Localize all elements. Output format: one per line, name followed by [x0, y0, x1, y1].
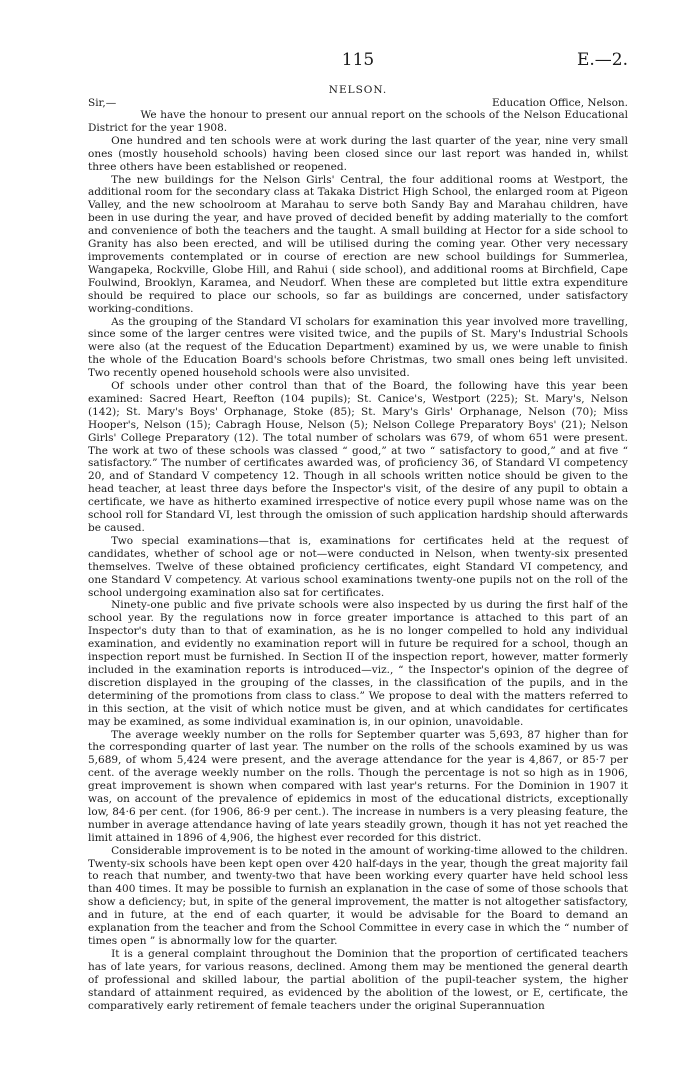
sender-address: Education Office, Nelson. [491, 97, 628, 109]
paragraph-working-time: Considerable improvement is to be noted in the amount of working-time allowed to the children. Twenty-six schools have been kept open over 420 half-days in the year, though the great majority fail to reach that number, and twenty-two that have been working every quarter have held school less than 400 times. It may be possible to furnish an explanation in the case of some of those schools that show a deficiency; but, in spite of the general improvement, the matter is not altogether satisfactory, and in future, at the end of each quarter, it would be advisable for the Board to demand an explanation from the teacher and from the School Committee in every case in which the “ number of times open ” is abnormally low for the quarter. [88, 844, 628, 947]
paragraph-opening: We have the honour to present our annual report on the schools of the Nelson Educational District for the year 1908. [88, 109, 628, 134]
salutation: Sir,— [88, 97, 117, 109]
report-body [88, 109, 628, 1012]
running-head [88, 50, 628, 72]
paragraph-other-schools: Of schools under other control than that of the Board, the following have this year been examined: Sacred Heart, Reefton (104 pupils); St. Canice's, Westport (225); St. Mary's, Nelson (142); St. Mary's Boys' Orphanage, Stoke (85); St. Mary's Girls' Orphanage, Nelson (70); Miss Hooper's, Nelson (15); Cabragh House, Nelson (5); Nelson College Preparatory Boys' (21); Nelson Girls' College Preparatory (12). The total number of scholars was 679, of whom 651 were present. The work at two of these schools was classed “ good,” at two “ satisfactory to good,” and at five “ satisfactory.” The number of certificates awarded was, of proficiency 36, of Standard VI competency 20, and of Standard V competency 12. Though in all schools written notice should be given to the head teacher, at least three days before the Inspector's visit, of the desire of any pupil to obtain a certificate, we have as hitherto examined irrespective of notice every pupil whose name was on the school roll for Standard VI, lest through the omission of such application hardship should afterwards be caused. [88, 380, 628, 534]
paragraph-special-examinations: Two special examinations—that is, examinations for certificates held at the request of candidates, whether of school age or not—were conducted in Nelson, when twenty-six presented themselves. Twelve of these obtained proficiency certificates, eight Standard VI competency, and one Standard V competency. At various school examinations twenty-one pupils not on the roll of the school undergoing examination also sat for certificates. [88, 534, 628, 599]
series-reference: E.—2. [576, 50, 628, 70]
section-title: NELSON. [328, 84, 388, 96]
paragraph-inspection: Ninety-one public and five private schools were also inspected by us during the first half of the school year. By the regulations now in force greater importance is attached to this part of an Inspector's duty than to that of examination, as he is no longer compelled to hold any individual examination, and evidently no examination report will in future be required for a school, though an inspection report must be furnished. In Section II of the inspection report, however, matter formerly included in the examination reports is introduced—viz., “ the Inspector's opinion of the degree of discretion displayed in the grouping of the classes, in the classification of the pupils, and in the determining of the promotions from class to class.” We propose to deal with the matters referred to in this section, at the visit of which notice must be given, and at which candidates for certificates may be examined, as some individual examination is, in our opinion, unavoidable. [88, 599, 628, 728]
paragraph-certificated-teachers: It is a general complaint throughout the Dominion that the proportion of certificated teachers has of late years, for various reasons, declined. Among them may be mentioned the general dearth of professional and skilled labour, the partial abolition of the pupil-teacher system, the higher standard of attainment required, as evidenced by the abolition of the lowest, or E, certificate, the comparatively early retirement of female teachers under the original Superannuation [88, 947, 628, 1012]
paragraph-standard-vi-grouping: As the grouping of the Standard VI scholars for examination this year involved more travelling, since some of the larger centres were visited twice, and the pupils of St. Mary's Industrial Schools were also (at the request of the Education Department) examined by us, we were unable to finish the whole of the Education Board's schools before Christmas, two small ones being left unvisited. Two recently opened household schools were also unvisited. [88, 315, 628, 380]
paragraph-new-buildings: The new buildings for the Nelson Girls' Central, the four additional rooms at Westport, the additional room for the secondary class at Takaka District High School, the enlarged room at Pigeon Valley, and the new schoolroom at Marahau to serve both Sandy Bay and Marahau children, have been in use during the year, and have proved of decided benefit by adding materially to the comfort and convenience of both the teachers and the taught. A small building at Hector for a side school to Granity has also been erected, and will be utilised during the coming year. Other very necessary improvements contemplated or in course of erection are new school buildings for Summerlea, Wangapeka, Rockville, Globe Hill, and Rahui ( side school), and additional rooms at Birchfield, Cape Foulwind, Brooklyn, Karamea, and Neudorf. When these are completed but little extra expenditure should be required to place our schools, so far as buildings are concerned, under satisfactory working-conditions. [88, 173, 628, 315]
paragraph-schools-at-work: One hundred and ten schools were at work during the last quarter of the year, nine very small ones (mostly household schools) having been closed since our last report was handed in, whilst three others have been established or reopened. [88, 134, 628, 173]
page-number: 115 [341, 50, 375, 70]
paragraph-attendance: The average weekly number on the rolls for September quarter was 5,693, 87 higher than for the corresponding quarter of last year. The number on the rolls of the schools examined by us was 5,689, of whom 5,424 were present, and the average attendance for the year is 4,867, or 85·7 per cent. of the average weekly number on the rolls. Though the percentage is not so high as in 1906, great improvement is shown when compared with last year's returns. For the Dominion in 1907 it was, on account of the prevalence of epidemics in most of the educational districts, exceptionally low, 84·6 per cent. (for 1906, 86·9 per cent.). The increase in numbers is a very pleasing feature, the number in average attendance having of late years steadily grown, though it has not yet reached the limit attained in 1896 of 4,906, the highest ever recorded for this district. [88, 728, 628, 844]
